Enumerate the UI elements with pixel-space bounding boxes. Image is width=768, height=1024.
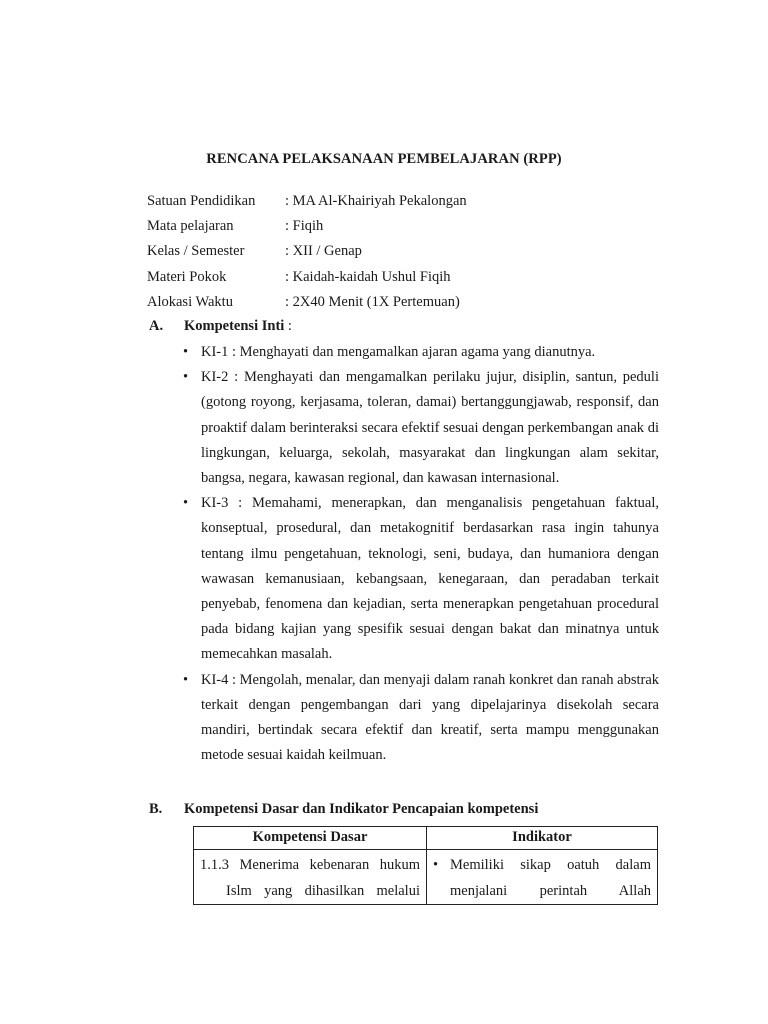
table-header-row — [194, 827, 658, 850]
identity-block — [147, 189, 467, 315]
list-item — [183, 365, 659, 491]
info-row-kelas — [147, 239, 467, 264]
list-item — [183, 491, 659, 667]
section-letter: B. — [149, 801, 163, 817]
info-value: : MA Al-Khairiyah Pekalongan — [285, 193, 467, 209]
bullet-icon: • — [183, 369, 189, 386]
section-title: Kompetensi Dasar dan Indikator Pencapaian kompetensi — [184, 801, 539, 817]
kd-cell — [194, 850, 427, 905]
list-item — [183, 340, 659, 365]
section-letter: A. — [149, 318, 164, 334]
ki-text: KI-3 : Memahami, menerapkan, dan menganalisis pengetahuan faktual, konseptual, prosedural, dan metakognitif berdasarkan rasa ingin tahunya tentang ilmu pengetahuan, teknologi, seni, budaya, dan humaniora dengan wawasan kemanusiaan, kebangsaan, kenegaraan, dan peradaban terkait penyebab, fenomena dan kejadian, serta menerapkan pengetahuan procedural pada bidang kajian yang spesifik sesuai dengan bakat dan minatnya untuk memecahkan masalah. — [201, 495, 659, 663]
info-row-satuan — [147, 189, 467, 214]
table-row — [194, 850, 658, 905]
section-title — [184, 318, 292, 335]
info-value: : XII / Genap — [285, 243, 362, 260]
bullet-icon: • — [183, 495, 189, 512]
section-title-suffix: : — [284, 318, 292, 334]
info-label: Kelas / Semester — [147, 243, 245, 260]
list-item — [183, 668, 659, 769]
ki-text: KI-4 : Mengolah, menalar, dan menyaji dalam ranah konkret dan ranah abstrak terkait dengan pengembangan dari yang dipelajarinya disekolah secara mandiri, bertindak secara efektif dan kreatif, serta mampu menggunakan metode sesuai kaidah keilmuan. — [201, 671, 660, 764]
bullet-icon: • — [183, 671, 189, 688]
column-header-indikator: Indikator — [427, 827, 658, 850]
info-value: : Kaidah-kaidah Ushul Fiqih — [285, 268, 451, 285]
column-header-kd: Kompetensi Dasar — [194, 827, 427, 850]
kompetensi-table — [193, 826, 658, 905]
indikator-line: Memiliki sikap oatuh dalam — [450, 857, 651, 873]
kompetensi-inti-list — [183, 340, 659, 768]
info-row-materi — [147, 265, 467, 290]
info-row-mapel — [147, 214, 467, 239]
kd-line: Islm yang dihasilkan melalui — [226, 883, 420, 899]
section-title-text: Kompetensi Inti — [184, 318, 285, 334]
indikator-cell — [427, 850, 658, 905]
info-label: Alokasi Waktu — [147, 293, 233, 310]
info-label: Mata pelajaran — [147, 218, 234, 235]
info-row-alokasi — [147, 290, 467, 315]
indikator-line: menjalani perintah Allah — [450, 883, 651, 899]
info-label: Satuan Pendidikan — [147, 193, 256, 209]
info-label: Materi Pokok — [147, 268, 227, 285]
bullet-icon: • — [183, 344, 189, 360]
document-title: RENCANA PELAKSANAAN PEMBELAJARAN (RPP) — [206, 151, 562, 167]
ki-text: KI-1 : Menghayati dan mengamalkan ajaran agama yang dianutnya. — [201, 344, 596, 360]
info-value: : 2X40 Menit (1X Pertemuan) — [285, 293, 460, 310]
info-value: : Fiqih — [285, 218, 324, 235]
ki-text: KI-2 : Menghayati dan mengamalkan perilaku jujur, disiplin, santun, peduli (gotong royong, kerjasama, toleran, damai) bertanggungjawab, responsif, dan proaktif dalam berinteraksi secara efektif sesuai dengan perkembangan anak di lingkungan, keluarga, sekolah, masyarakat dan lingkungan alam sekitar, bangsa, negara, kawasan regional, dan kawasan internasional. — [201, 369, 659, 487]
bullet-icon: • — [433, 857, 439, 873]
kd-line: 1.1.3 Menerima kebenaran hukum — [200, 857, 420, 873]
